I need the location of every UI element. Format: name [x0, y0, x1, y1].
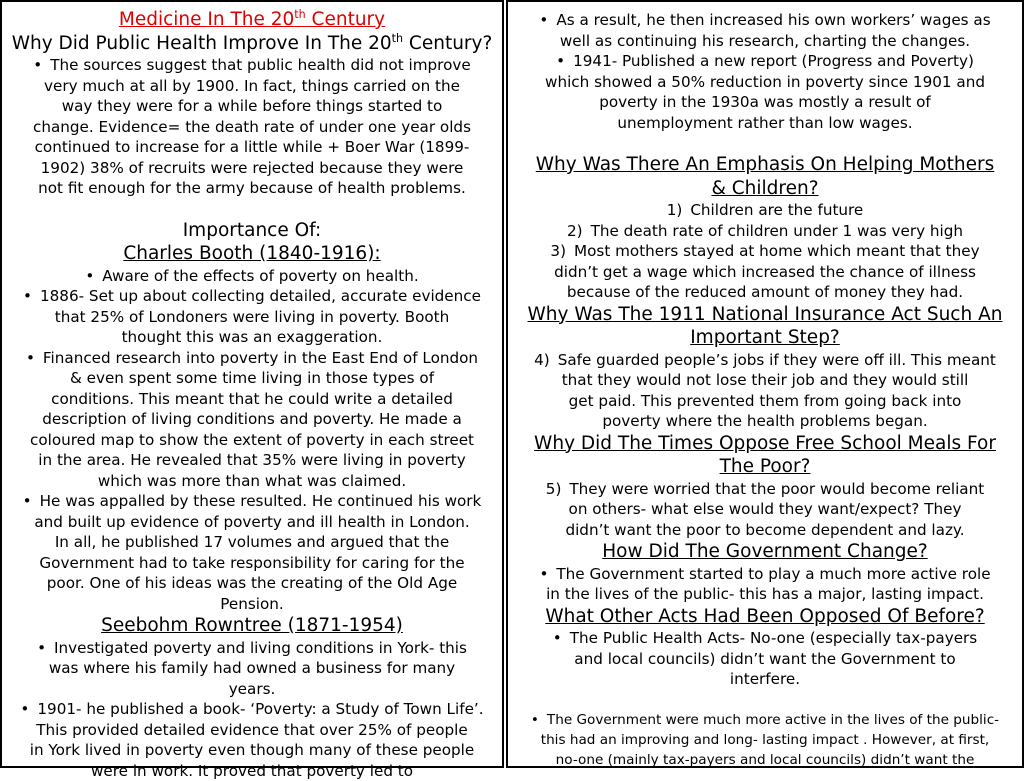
text-line — [10, 638, 494, 659]
text-line — [10, 327, 494, 348]
text-line-content: way they were for a while before things started to — [62, 97, 443, 115]
text-line-content: The Government were much more active in the lives of the public- — [547, 712, 999, 728]
text-line-content: Aware of the effects of poverty on health. — [102, 267, 418, 285]
text-line-content: unemployment rather than low wages. — [617, 114, 912, 132]
text-line-content: was where his family had owned a business for many — [49, 659, 455, 677]
right-column — [506, 0, 1024, 768]
heading-other-acts: What Other Acts Had Been Opposed Of Before? — [522, 605, 1008, 629]
text-line-content: were in work. It proved that poverty led to — [91, 762, 413, 780]
text-line — [522, 730, 1008, 750]
text-line — [10, 368, 494, 389]
text-line — [10, 512, 494, 533]
text-line-content: coloured map to show the extent of poverty in each street — [30, 431, 474, 449]
summary-bullet — [522, 710, 1008, 770]
heading-government-change: How Did The Government Change? — [522, 540, 1008, 564]
bullet-icon: • — [539, 565, 548, 583]
text-line-content: He was appalled by these resulted. He continued his work — [40, 492, 482, 510]
text-line — [522, 10, 1008, 31]
heading-mothers-children — [522, 153, 1008, 200]
text-line — [522, 710, 1008, 730]
text-line-content: not fit enough for the army because of health problems. — [38, 179, 466, 197]
bullet-icon: • — [23, 492, 32, 510]
text-line-content: that they would not lose their job and they would still — [562, 371, 969, 389]
text-line — [10, 348, 494, 369]
text-line — [10, 55, 494, 76]
text-line — [10, 532, 494, 553]
heading-line: & Children? — [522, 177, 1008, 201]
heading-line: Why Did The Times Oppose Free School Meals For — [522, 432, 1008, 456]
main-question: Why Did Public Health Improve In The 20th Century? — [10, 32, 494, 56]
intro-bullet — [10, 55, 494, 199]
text-line-content: poverty where the health problems began. — [602, 412, 927, 430]
text-line-content: The sources suggest that public health did not improve — [50, 56, 470, 74]
text-line-content: Government had to take responsibility for caring for the — [39, 554, 464, 572]
heading-line: Important Step? — [522, 326, 1008, 350]
text-line — [522, 200, 1008, 221]
text-line-content: interfere. — [730, 670, 800, 688]
text-line — [10, 158, 494, 179]
reason-jobs-safeguarded — [522, 350, 1008, 432]
text-line-content: Children are the future — [690, 201, 863, 219]
page-title: Medicine In The 20th Century — [10, 8, 494, 32]
text-line — [522, 669, 1008, 690]
left-column — [0, 0, 504, 768]
text-line — [10, 137, 494, 158]
list-number: 4) — [534, 351, 550, 369]
rowntree-bullet-1941 — [522, 51, 1008, 133]
booth-bullet-appalled — [10, 491, 494, 614]
text-line-content: this had an improving and long- lasting impact . However, at first, — [541, 732, 990, 748]
reason-reliant — [522, 479, 1008, 541]
text-line — [522, 72, 1008, 93]
text-line — [522, 564, 1008, 585]
text-line — [10, 491, 494, 512]
text-line-content: 1941- Published a new report (Progress and Poverty) — [573, 52, 974, 70]
text-line — [10, 76, 494, 97]
text-line-content: no-one (mainly tax-payers and local councils) didn’t want the — [556, 752, 975, 768]
text-line — [522, 499, 1008, 520]
bullet-public-health-acts — [522, 628, 1008, 690]
text-line — [522, 370, 1008, 391]
text-line — [10, 471, 494, 492]
text-line-content: on others- what else would they want/expect? They — [569, 500, 962, 518]
text-line-content: As a result, he then increased his own workers’ wages as — [556, 11, 990, 29]
text-line-content: Pension. — [220, 595, 283, 613]
bullet-icon: • — [539, 11, 548, 29]
text-line — [522, 51, 1008, 72]
text-line-content: description of living conditions and poverty. He made a — [42, 410, 462, 428]
text-line-content: Safe guarded people’s jobs if they were off ill. This meant — [558, 351, 996, 369]
text-line — [10, 553, 494, 574]
text-line — [522, 584, 1008, 605]
text-line-content: change. Evidence= the death rate of under one year olds — [33, 118, 471, 136]
list-number: 2) — [567, 222, 583, 240]
text-line-content: which was more than what was claimed. — [98, 472, 406, 490]
booth-bullet-1886 — [10, 286, 494, 348]
text-line — [522, 241, 1008, 262]
rowntree-bullet-1901 — [10, 699, 494, 781]
text-line-content: Most mothers stayed at home which meant that they — [574, 242, 980, 260]
text-line-content: in the area. He revealed that 35% were living in poverty — [38, 451, 465, 469]
text-line — [522, 750, 1008, 770]
text-line-content: poverty in the 1930a was mostly a result of — [599, 93, 931, 111]
text-line-content: The Public Health Acts- No-one (especially tax-payers — [570, 629, 977, 647]
text-line — [10, 409, 494, 430]
rowntree-heading: Seebohm Rowntree (1871-1954) — [10, 614, 494, 638]
heading-line: Why Was The 1911 National Insurance Act Such An — [522, 303, 1008, 327]
text-line — [522, 282, 1008, 303]
bullet-government-role — [522, 564, 1008, 605]
rowntree-bullet-wages — [522, 10, 1008, 51]
bullet-icon: • — [33, 56, 42, 74]
text-line-content: because of the reduced amount of money they had. — [567, 283, 963, 301]
text-line — [10, 286, 494, 307]
heading-insurance-act — [522, 303, 1008, 350]
list-number: 3) — [550, 242, 566, 260]
text-line-content: get paid. This prevented them from going back into — [569, 392, 962, 410]
booth-heading: Charles Booth (1840-1916): — [10, 242, 494, 266]
text-line — [522, 411, 1008, 432]
text-line-content: thought this was an exaggeration. — [122, 328, 383, 346]
text-line — [10, 266, 494, 287]
text-line-content: poor. One of his ideas was the creating of the Old Age — [47, 574, 457, 592]
bullet-icon: • — [26, 349, 35, 367]
text-line — [10, 307, 494, 328]
bullet-icon: • — [531, 712, 539, 728]
bullet-icon: • — [85, 267, 94, 285]
text-line — [522, 221, 1008, 242]
importance-heading: Importance Of: — [10, 219, 494, 243]
heading-line: Why Was There An Emphasis On Helping Mothers — [522, 153, 1008, 177]
text-line — [522, 391, 1008, 412]
text-line-content: The death rate of children under 1 was very high — [591, 222, 963, 240]
text-line-content: and built up evidence of poverty and ill health in London. — [34, 513, 469, 531]
text-line — [10, 740, 494, 761]
text-line — [10, 679, 494, 700]
text-line — [522, 113, 1008, 134]
text-line — [10, 117, 494, 138]
text-line-content: in York lived in poverty even though many of these people — [30, 741, 475, 759]
text-line-content: didn’t want the poor to become dependent and lazy. — [565, 521, 964, 539]
text-line-content: Financed research into poverty in the East End of London — [43, 349, 478, 367]
text-line-content: continued to increase for a little while + Boer War (1899- — [35, 138, 470, 156]
bullet-icon: • — [553, 629, 562, 647]
text-line — [10, 594, 494, 615]
rowntree-bullet-york — [10, 638, 494, 700]
text-line — [522, 350, 1008, 371]
text-line — [10, 699, 494, 720]
text-line-content: In all, he published 17 volumes and argued that the — [55, 533, 449, 551]
text-line-content: years. — [229, 680, 276, 698]
heading-school-meals — [522, 432, 1008, 479]
text-line-content: The Government started to play a much more active role — [556, 565, 990, 583]
text-line-content: 1902) 38% of recruits were rejected because they were — [41, 159, 464, 177]
text-line — [522, 92, 1008, 113]
text-line — [10, 96, 494, 117]
bullet-icon: • — [37, 639, 46, 657]
text-line-content: and local councils) didn’t want the Government to — [574, 650, 955, 668]
text-line — [10, 450, 494, 471]
text-line — [522, 262, 1008, 283]
text-line-content: which showed a 50% reduction in poverty since 1901 and — [545, 73, 985, 91]
bullet-icon: • — [20, 700, 29, 718]
text-line — [10, 430, 494, 451]
text-line — [522, 479, 1008, 500]
reason-mothers-at-home — [522, 241, 1008, 303]
list-number: 1) — [667, 201, 683, 219]
text-line-content: 1901- he published a book- ‘Poverty: a Study of Town Life’. — [37, 700, 483, 718]
text-line-content: well as continuing his research, charting the changes. — [560, 32, 970, 50]
text-line — [10, 389, 494, 410]
list-number: 5) — [546, 480, 562, 498]
text-line-content: conditions. This meant that he could write a detailed — [51, 390, 453, 408]
text-line — [10, 178, 494, 199]
text-line — [522, 628, 1008, 649]
text-line — [522, 520, 1008, 541]
booth-bullet-research — [10, 348, 494, 492]
text-line — [10, 573, 494, 594]
text-line-content: & even spent some time living in those types of — [70, 369, 434, 387]
text-line-content: very much at all by 1900. In fact, things carried on the — [44, 77, 460, 95]
text-line — [522, 31, 1008, 52]
bullet-icon: • — [556, 52, 565, 70]
text-line — [10, 658, 494, 679]
text-line-content: 1886- Set up about collecting detailed, accurate evidence — [40, 287, 481, 305]
text-line-content: Investigated poverty and living conditions in York- this — [54, 639, 467, 657]
text-line — [10, 761, 494, 781]
reason-death-rate — [522, 221, 1008, 242]
booth-bullet-awareness — [10, 266, 494, 287]
heading-line: The Poor? — [522, 455, 1008, 479]
reason-future — [522, 200, 1008, 221]
text-line — [10, 720, 494, 741]
text-line-content: that 25% of Londoners were living in poverty. Booth — [55, 308, 450, 326]
text-line-content: in the lives of the public- this has a major, lasting impact. — [546, 585, 984, 603]
text-line — [522, 649, 1008, 670]
text-line-content: This provided detailed evidence that over 25% of people — [36, 721, 467, 739]
bullet-icon: • — [23, 287, 32, 305]
text-line-content: They were worried that the poor would become reliant — [569, 480, 984, 498]
text-line-content: didn’t get a wage which increased the chance of illness — [554, 263, 976, 281]
